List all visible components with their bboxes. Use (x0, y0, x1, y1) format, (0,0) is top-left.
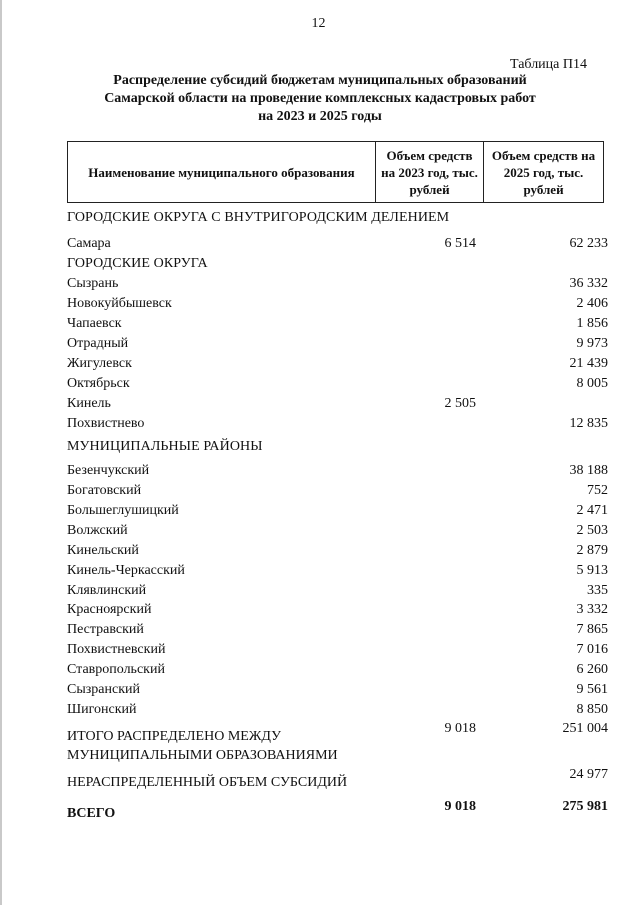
value-2025: 2 406 (576, 296, 608, 311)
municipality-name: Чапаевск (67, 316, 122, 331)
value-2025: 752 (587, 483, 608, 498)
table-row (67, 602, 608, 618)
value-2025: 6 260 (576, 662, 608, 677)
table-row (67, 682, 608, 698)
value-2025: 7 016 (576, 642, 608, 657)
title-line-3: на 2023 и 2025 годы (258, 109, 382, 124)
table-row (67, 296, 608, 312)
value-2025: 1 856 (576, 316, 608, 331)
municipality-name: Сызранский (67, 682, 140, 697)
header-2023: Объем средств на 2023 год, тыс. рублей (376, 142, 484, 202)
undistributed-values (67, 767, 608, 783)
table-header (67, 141, 604, 203)
municipality-name: Кинель (67, 396, 111, 411)
title-line-1: Распределение субсидий бюджетам муниципальных образований (113, 73, 527, 88)
table-row (67, 356, 608, 372)
table-row (67, 483, 608, 499)
value-2025: 2 471 (576, 503, 608, 518)
value-2025: 8 005 (576, 376, 608, 391)
municipality-name: Похвистневский (67, 642, 166, 657)
municipality-name: Похвистнево (67, 416, 145, 431)
table-row (67, 642, 608, 658)
title-line-2: Самарской области на проведение комплексных кадастровых работ (104, 91, 536, 106)
municipality-name: Кинель-Черкасский (67, 563, 185, 578)
municipality-name: Новокуйбышевск (67, 296, 172, 311)
table-row (67, 316, 608, 332)
section-heading-urban-districts (67, 256, 602, 272)
table-row (67, 336, 608, 352)
distributed-label-line-2: МУНИЦИПАЛЬНЫМИ ОБРАЗОВАНИЯМИ (67, 748, 338, 763)
municipality-name: Пестравский (67, 622, 144, 637)
municipality-name: Жигулевск (67, 356, 132, 371)
municipality-name: Сызрань (67, 276, 119, 291)
table-row (67, 543, 608, 559)
section-heading-urban-districts-divided (67, 210, 602, 226)
municipality-name: Ставропольский (67, 662, 165, 677)
value-2025: 2 879 (576, 543, 608, 558)
municipality-name: Шигонский (67, 702, 137, 717)
municipality-name: Большеглушицкий (67, 503, 179, 518)
distributed-label-line-1: ИТОГО РАСПРЕДЕЛЕНО МЕЖДУ (67, 729, 281, 744)
municipality-name: Кинельский (67, 543, 139, 558)
page-number: 12 (311, 16, 326, 31)
value-2025: 9 561 (576, 682, 608, 697)
table-reference: Таблица П14 (510, 57, 587, 72)
municipality-name: Клявлинский (67, 583, 147, 598)
header-2025: Объем средств на 2025 год, тыс. рублей (491, 147, 596, 197)
section-label: ГОРОДСКИЕ ОКРУГА (67, 256, 208, 271)
municipality-name: Волжский (67, 523, 128, 538)
table-row (67, 376, 608, 392)
table-row (67, 463, 608, 479)
value-2025: 21 439 (569, 356, 608, 371)
table-row (67, 276, 608, 292)
value-2023: 2 505 (444, 396, 476, 411)
municipality-name: Безенчукский (67, 463, 150, 478)
municipality-name: Красноярский (67, 602, 152, 617)
table-row (67, 583, 608, 599)
section-heading-municipal-districts (67, 439, 602, 455)
table-title (60, 72, 580, 126)
value-2023: 6 514 (444, 236, 476, 251)
value-2025: 36 332 (569, 276, 608, 291)
value-2025: 7 865 (576, 622, 608, 637)
value-2025: 12 835 (569, 416, 608, 431)
table-row (67, 702, 608, 718)
section-label: ГОРОДСКИЕ ОКРУГА С ВНУТРИГОРОДСКИМ ДЕЛЕНИЕМ (67, 210, 450, 225)
grand-total-values (67, 799, 608, 815)
table-row (67, 396, 602, 412)
value-2025: 3 332 (576, 602, 608, 617)
table-row (67, 523, 608, 539)
grand-total-label: ВСЕГО (67, 806, 116, 821)
municipality-name: Богатовский (67, 483, 142, 498)
table-row (67, 563, 608, 579)
value-2025: 38 188 (569, 463, 608, 478)
table-row (67, 503, 608, 519)
distributed-total-values (67, 721, 608, 737)
section-label: МУНИЦИПАЛЬНЫЕ РАЙОНЫ (67, 439, 263, 454)
municipality-name: Самара (67, 236, 111, 251)
scan-edge (0, 0, 2, 905)
table-row (67, 622, 608, 638)
grand-total-value-2025: 275 981 (562, 799, 608, 814)
distributed-value-2023: 9 018 (444, 721, 476, 736)
value-2025: 2 503 (576, 523, 608, 538)
municipality-name: Октябрьск (67, 376, 130, 391)
value-2025: 62 233 (569, 236, 608, 251)
undistributed-value-2025: 24 977 (569, 767, 608, 782)
grand-total-value-2023: 9 018 (444, 799, 476, 814)
undistributed-label: НЕРАСПРЕДЕЛЕННЫЙ ОБЪЕМ СУБСИДИЙ (67, 775, 348, 790)
table-row (67, 662, 608, 678)
value-2025: 335 (587, 583, 608, 598)
value-2025: 9 973 (576, 336, 608, 351)
header-municipality: Наименование муниципального образования (68, 142, 376, 202)
value-2025: 8 850 (576, 702, 608, 717)
table-row (67, 416, 608, 432)
table-row (67, 236, 608, 252)
value-2025: 5 913 (576, 563, 608, 578)
distributed-value-2025: 251 004 (562, 721, 608, 736)
municipality-name: Отрадный (67, 336, 129, 351)
